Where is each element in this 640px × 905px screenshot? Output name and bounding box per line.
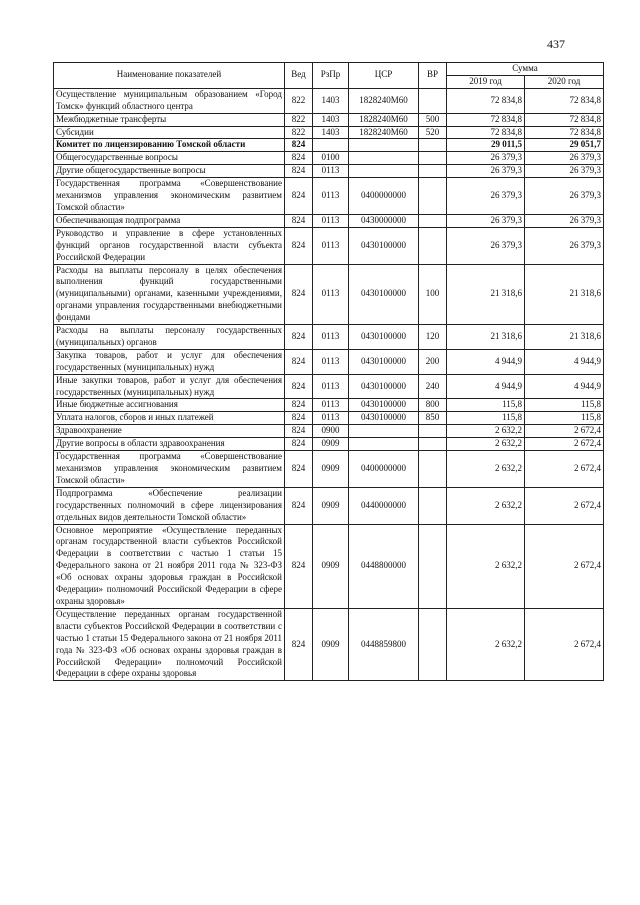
cell-y2020: 21 318,6 [525,264,604,325]
cell-name: Подпрограмма «Обеспечение реализации государственных полномочий в сфере лицензирования отдельных видов деятельности Томской области» [54,487,285,524]
cell-y2020: 72 834,8 [525,88,604,113]
cell-y2020: 72 834,8 [525,126,604,139]
header-ved: Вед [285,63,313,89]
cell-y2020: 115,8 [525,412,604,425]
cell-vr [419,487,447,524]
cell-name: Закупка товаров, работ и услуг для обеспечения государственных (муниципальных) нужд [54,349,285,374]
cell-name: Здравоохранение [54,425,285,438]
page-number: 437 [547,37,565,51]
cell-y2019: 26 379,3 [447,227,525,264]
table-row [54,264,604,325]
cell-csr: 0430100000 [349,264,419,325]
cell-y2019: 115,8 [447,412,525,425]
cell-y2020: 29 051,7 [525,139,604,152]
cell-y2019: 72 834,8 [447,113,525,126]
cell-ved: 824 [285,264,313,325]
cell-rzpr: 0113 [313,165,349,178]
table-row [54,214,604,227]
cell-name: Иные бюджетные ассигнования [54,399,285,412]
cell-ved: 824 [285,451,313,488]
table-row [54,126,604,139]
cell-y2020: 26 379,3 [525,152,604,165]
cell-csr [349,152,419,165]
cell-y2019: 4 944,9 [447,349,525,374]
cell-csr: 0400000000 [349,178,419,215]
cell-csr: 0430100000 [349,374,419,399]
cell-csr: 0430100000 [349,227,419,264]
cell-rzpr: 1403 [313,88,349,113]
cell-y2019: 21 318,6 [447,325,525,350]
cell-rzpr: 0900 [313,425,349,438]
cell-name: Другие общегосударственные вопросы [54,165,285,178]
cell-rzpr: 1403 [313,113,349,126]
cell-y2019: 21 318,6 [447,264,525,325]
cell-vr [419,88,447,113]
cell-vr: 500 [419,113,447,126]
cell-vr: 120 [419,325,447,350]
cell-csr: 0430000000 [349,214,419,227]
cell-y2020: 2 672,4 [525,487,604,524]
table-row [54,374,604,399]
cell-csr: 0430100000 [349,399,419,412]
cell-y2020: 4 944,9 [525,374,604,399]
cell-y2020: 26 379,3 [525,165,604,178]
cell-name: Комитет по лицензированию Томской области [54,139,285,152]
cell-csr: 0448800000 [349,524,419,608]
cell-rzpr: 0100 [313,152,349,165]
cell-rzpr: 0113 [313,349,349,374]
cell-y2019: 72 834,8 [447,88,525,113]
cell-rzpr: 0113 [313,227,349,264]
cell-ved: 824 [285,139,313,152]
cell-csr: 1828240M60 [349,126,419,139]
cell-vr [419,451,447,488]
cell-y2019: 72 834,8 [447,126,525,139]
cell-rzpr: 0113 [313,264,349,325]
cell-name: Государственная программа «Совершенствование механизмов управления экономическим развитием Томской области» [54,451,285,488]
cell-vr [419,165,447,178]
table-row [54,412,604,425]
table-header [54,63,604,89]
cell-csr: 0448859800 [349,608,419,680]
table-row [54,325,604,350]
cell-name: Государственная программа «Совершенствование механизмов управления экономическим развитием Томской области» [54,178,285,215]
header-name: Наименование показателей [54,63,285,89]
cell-vr: 520 [419,126,447,139]
table-row [54,451,604,488]
cell-vr [419,214,447,227]
cell-name: Основное мероприятие «Осуществление переданных органам государственной власти субъектов Российской Федерации в соответствии с частью 1 статьи 15 Федерального закона от 21 ноября 2011 года № 323-ФЗ «Об основах охраны здоровья граждан в Российской Федерации» полномочий Российской Федерации в сфере охраны здоровья» [54,524,285,608]
cell-name: Осуществление переданных органам государственной власти субъектов Российской Федерации в соответствии с частью 1 статьи 15 Федерального закона от 21 ноября 2011 года № 323-ФЗ «Об основах охраны здоровья граждан в Российской Федерации» полномочий Российской Федерации в сфере охраны здоровья [54,608,285,680]
cell-ved: 822 [285,88,313,113]
cell-y2019: 26 379,3 [447,178,525,215]
cell-ved: 822 [285,113,313,126]
header-sum: Сумма [447,63,604,76]
cell-y2019: 4 944,9 [447,374,525,399]
cell-y2020: 115,8 [525,399,604,412]
cell-ved: 824 [285,152,313,165]
cell-ved: 824 [285,374,313,399]
cell-csr: 0440000000 [349,487,419,524]
cell-rzpr: 0909 [313,438,349,451]
cell-rzpr: 1403 [313,126,349,139]
cell-name: Другие вопросы в области здравоохранения [54,438,285,451]
cell-y2019: 2 632,2 [447,451,525,488]
table-row [54,88,604,113]
cell-csr: 0430100000 [349,412,419,425]
cell-y2019: 26 379,3 [447,214,525,227]
cell-rzpr: 0113 [313,178,349,215]
table-row [54,113,604,126]
table-row [54,425,604,438]
cell-y2020: 2 672,4 [525,608,604,680]
cell-y2020: 26 379,3 [525,227,604,264]
cell-ved: 824 [285,178,313,215]
cell-y2020: 26 379,3 [525,178,604,215]
cell-vr: 100 [419,264,447,325]
cell-csr: 1828240M60 [349,113,419,126]
cell-ved: 824 [285,438,313,451]
cell-rzpr: 0909 [313,451,349,488]
cell-y2020: 4 944,9 [525,349,604,374]
cell-name: Уплата налогов, сборов и иных платежей [54,412,285,425]
cell-y2019: 2 632,2 [447,438,525,451]
header-csr: ЦСР [349,63,419,89]
table-body [54,88,604,681]
cell-vr [419,227,447,264]
cell-y2020: 26 379,3 [525,214,604,227]
cell-y2019: 2 632,2 [447,487,525,524]
cell-rzpr: 0113 [313,325,349,350]
table-row [54,524,604,608]
cell-csr: 0430100000 [349,349,419,374]
cell-ved: 824 [285,325,313,350]
table-row [54,608,604,680]
cell-y2020: 21 318,6 [525,325,604,350]
cell-rzpr [313,139,349,152]
cell-vr [419,178,447,215]
table-row [54,227,604,264]
cell-name: Обеспечивающая подпрограмма [54,214,285,227]
table-row [54,139,604,152]
cell-y2019: 26 379,3 [447,152,525,165]
cell-name: Расходы на выплаты персоналу в целях обеспечения выполнения функций государственными (муниципальными) органами, казенными учреждениями, органами управления государственными внебюджетными фондами [54,264,285,325]
cell-name: Осуществление муниципальным образованием «Город Томск» функций областного центра [54,88,285,113]
cell-ved: 824 [285,608,313,680]
cell-rzpr: 0909 [313,608,349,680]
cell-y2019: 115,8 [447,399,525,412]
cell-y2019: 26 379,3 [447,165,525,178]
cell-vr [419,608,447,680]
header-rzpr: РзПр [313,63,349,89]
table-row [54,178,604,215]
cell-name: Субсидии [54,126,285,139]
cell-csr [349,438,419,451]
cell-ved: 824 [285,524,313,608]
cell-csr: 0430100000 [349,325,419,350]
table-row [54,349,604,374]
cell-rzpr: 0113 [313,412,349,425]
cell-csr [349,425,419,438]
cell-csr [349,139,419,152]
cell-y2020: 72 834,8 [525,113,604,126]
cell-name: Руководство и управление в сфере установленных функций органов государственной власти субъекта Российской Федерации [54,227,285,264]
cell-ved: 824 [285,412,313,425]
cell-name: Общегосударственные вопросы [54,152,285,165]
cell-csr: 0400000000 [349,451,419,488]
cell-y2020: 2 672,4 [525,524,604,608]
header-vr: ВР [419,63,447,89]
cell-vr: 200 [419,349,447,374]
cell-y2020: 2 672,4 [525,425,604,438]
cell-y2019: 2 632,2 [447,524,525,608]
header-2020: 2020 год [525,75,604,88]
cell-name: Иные закупки товаров, работ и услуг для обеспечения государственных (муниципальных) нужд [54,374,285,399]
cell-vr: 240 [419,374,447,399]
cell-ved: 824 [285,227,313,264]
cell-y2019: 29 011,5 [447,139,525,152]
cell-ved: 824 [285,165,313,178]
cell-y2019: 2 632,2 [447,425,525,438]
cell-vr [419,139,447,152]
cell-rzpr: 0113 [313,399,349,412]
cell-vr: 850 [419,412,447,425]
table-row [54,487,604,524]
cell-ved: 824 [285,349,313,374]
table-row [54,438,604,451]
cell-ved: 824 [285,425,313,438]
cell-y2020: 2 672,4 [525,451,604,488]
cell-vr [419,152,447,165]
cell-vr [419,425,447,438]
cell-y2019: 2 632,2 [447,608,525,680]
cell-csr: 1828240M60 [349,88,419,113]
cell-ved: 824 [285,399,313,412]
cell-vr: 800 [419,399,447,412]
table-row [54,165,604,178]
cell-csr [349,165,419,178]
table-row [54,152,604,165]
cell-rzpr: 0113 [313,374,349,399]
budget-table [53,62,604,681]
cell-rzpr: 0909 [313,524,349,608]
cell-name: Межбюджетные трансферты [54,113,285,126]
header-2019: 2019 год [447,75,525,88]
cell-ved: 822 [285,126,313,139]
table-row [54,399,604,412]
cell-rzpr: 0113 [313,214,349,227]
cell-ved: 824 [285,214,313,227]
cell-name: Расходы на выплаты персоналу государственных (муниципальных) органов [54,325,285,350]
cell-vr [419,438,447,451]
cell-vr [419,524,447,608]
cell-rzpr: 0909 [313,487,349,524]
cell-ved: 824 [285,487,313,524]
cell-y2020: 2 672,4 [525,438,604,451]
